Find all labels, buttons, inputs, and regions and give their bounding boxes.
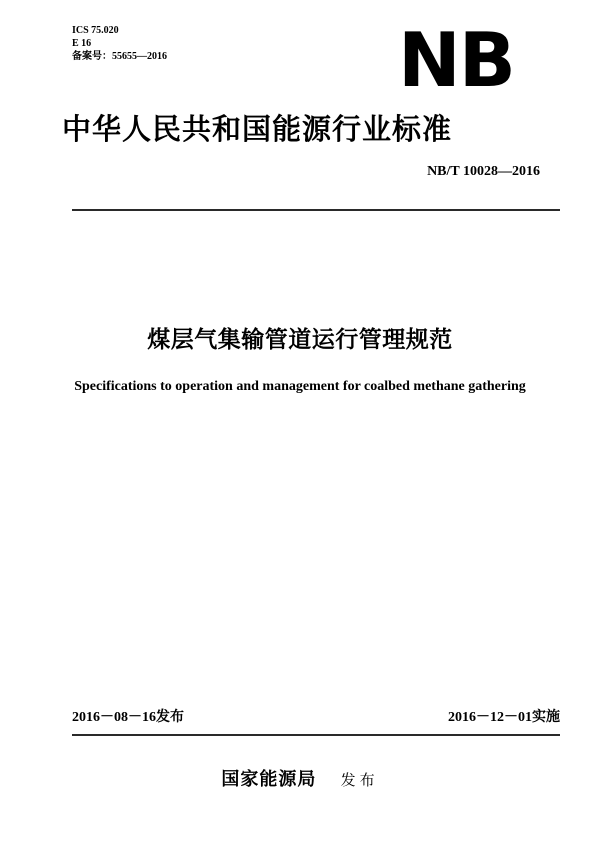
top-rule-divider bbox=[72, 209, 560, 211]
record-number: 备案号：55655—2016 bbox=[72, 51, 167, 62]
ics-code: ICS 75.020 bbox=[72, 25, 119, 36]
publisher-name: 国家能源局 bbox=[221, 769, 317, 790]
nb-logo: NB bbox=[398, 23, 514, 98]
publisher-action: 发布 bbox=[340, 771, 379, 789]
publisher-line bbox=[150, 764, 450, 796]
classification-code: E 16 bbox=[72, 38, 92, 49]
standard-number: NB/T 10028—2016 bbox=[427, 164, 540, 179]
cover-meta-block bbox=[72, 24, 252, 63]
implementation-date: 2016－12－01实施 bbox=[448, 710, 560, 725]
industry-standard-title: 中华人民共和国能源行业标准 bbox=[62, 112, 453, 146]
bottom-rule-divider bbox=[72, 734, 560, 736]
document-title-english: Specifications to operation and management for coalbed methane gathering bbox=[74, 379, 526, 394]
document-title-chinese: 煤层气集输管道运行管理规范 bbox=[147, 327, 453, 353]
issue-date: 2016－08－16发布 bbox=[72, 710, 184, 725]
